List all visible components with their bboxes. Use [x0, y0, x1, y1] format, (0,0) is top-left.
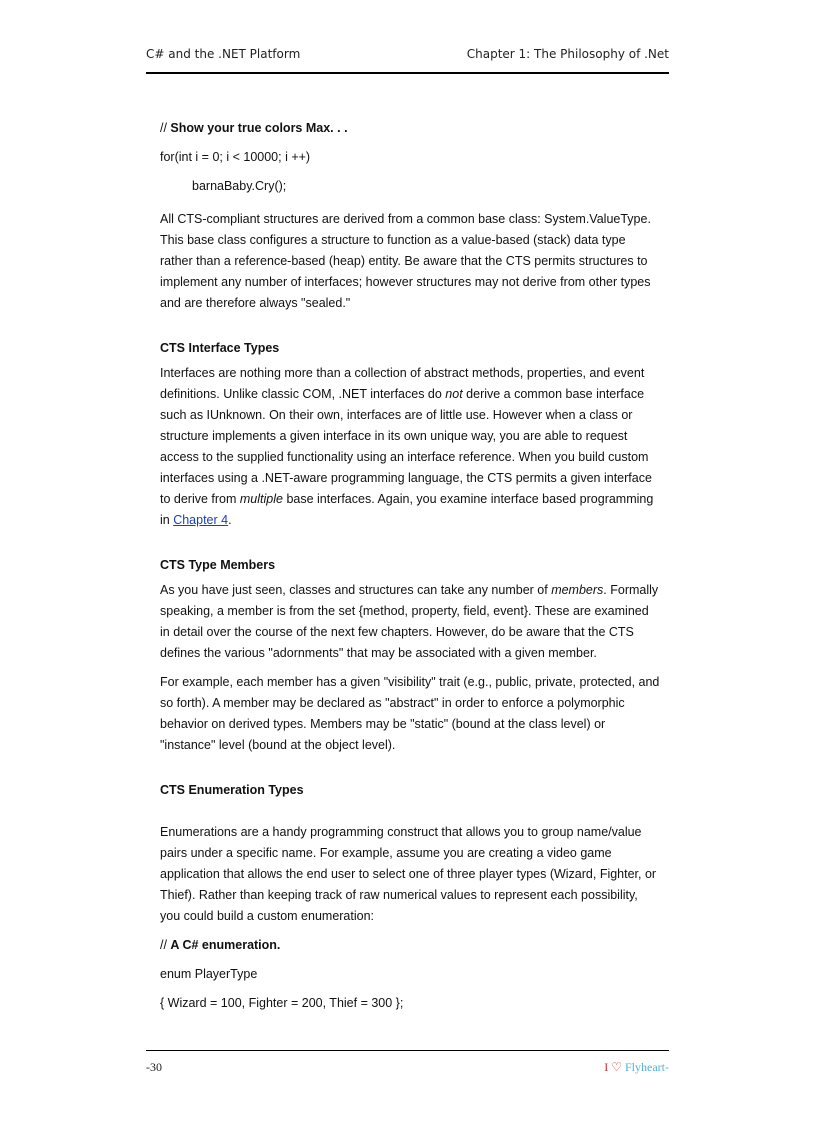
code-line: barnaBaby.Cry();	[192, 179, 287, 193]
section-heading-interface-types: CTS Interface Types	[160, 341, 280, 355]
header-chapter-title: Chapter 1: The Philosophy of .Net	[466, 47, 669, 61]
brand-letter: I	[604, 1060, 609, 1074]
page-header	[146, 47, 669, 67]
footer-divider	[146, 1050, 669, 1051]
paragraph: As you have just seen, classes and structures can take any number of members. Formally speaking, a member is from the set {method, property, field, event}. These are examined in detail over the course of the next few chapters. However, do be aware that the CTS defines the various "adornments" that may be associated with a given member.	[160, 583, 659, 660]
paragraph: All CTS-compliant structures are derived from a common base class: System.ValueType. This base class configures a structure to function as a value-based (stack) data type rather than a reference-based (heap) entity. Be aware that the CTS permits structures to implement any number of interfaces; however structures may not derive from other types and are therefore always "sealed."	[160, 212, 651, 310]
header-book-title: C# and the .NET Platform	[146, 47, 301, 61]
section-heading-type-members: CTS Type Members	[160, 558, 276, 572]
paragraph: Enumerations are a handy programming construct that allows you to group name/value pairs under a specific name. For example, assume you are creating a video game application that allows the end user to select one of three player types (Wizard, Fighter, or Thief). Rather than keeping track of raw numerical values to represent each possibility, you could build a custom enumeration:	[160, 825, 657, 923]
chapter-4-link[interactable]: Chapter 4	[173, 513, 229, 527]
section-heading-enumeration-types: CTS Enumeration Types	[160, 783, 304, 797]
code-line: enum PlayerType	[160, 967, 258, 981]
paragraph: Interfaces are nothing more than a collection of abstract methods, properties, and event definitions. Unlike classic COM, .NET interfaces do not derive a common base interface such as IUnknown. On their own, interfaces are of little use. However when a class or structure implements a given interface in its own unique way, you are able to request access to the supplied functionality using an interface reference. When you build custom interfaces using a .NET-aware programming language, the CTS permits a given interface to derive from multiple base interfaces. Again, you examine interface based programming in Chapter 4.	[160, 366, 654, 527]
page-number: -30	[146, 1060, 162, 1074]
code-line: for(int i = 0; i < 10000; i ++)	[160, 150, 311, 164]
footer-brand	[604, 1060, 669, 1075]
page-body	[160, 118, 660, 1014]
brand-name: Flyheart-	[625, 1060, 669, 1074]
header-divider	[146, 72, 669, 74]
code-comment: // Show your true colors Max. . .	[160, 121, 348, 135]
paragraph: For example, each member has a given "visibility" trait (e.g., public, private, protected, and so forth). A member may be declared as "abstract" in order to enforce a polymorphic behavior on derived types. Members may be "static" (bound at the class level) or "instance" level (bound at the object level).	[160, 675, 660, 752]
code-comment: // A C# enumeration.	[160, 938, 281, 952]
heart-icon: ♡	[611, 1060, 622, 1074]
code-line: { Wizard = 100, Fighter = 200, Thief = 300 };	[160, 996, 404, 1010]
